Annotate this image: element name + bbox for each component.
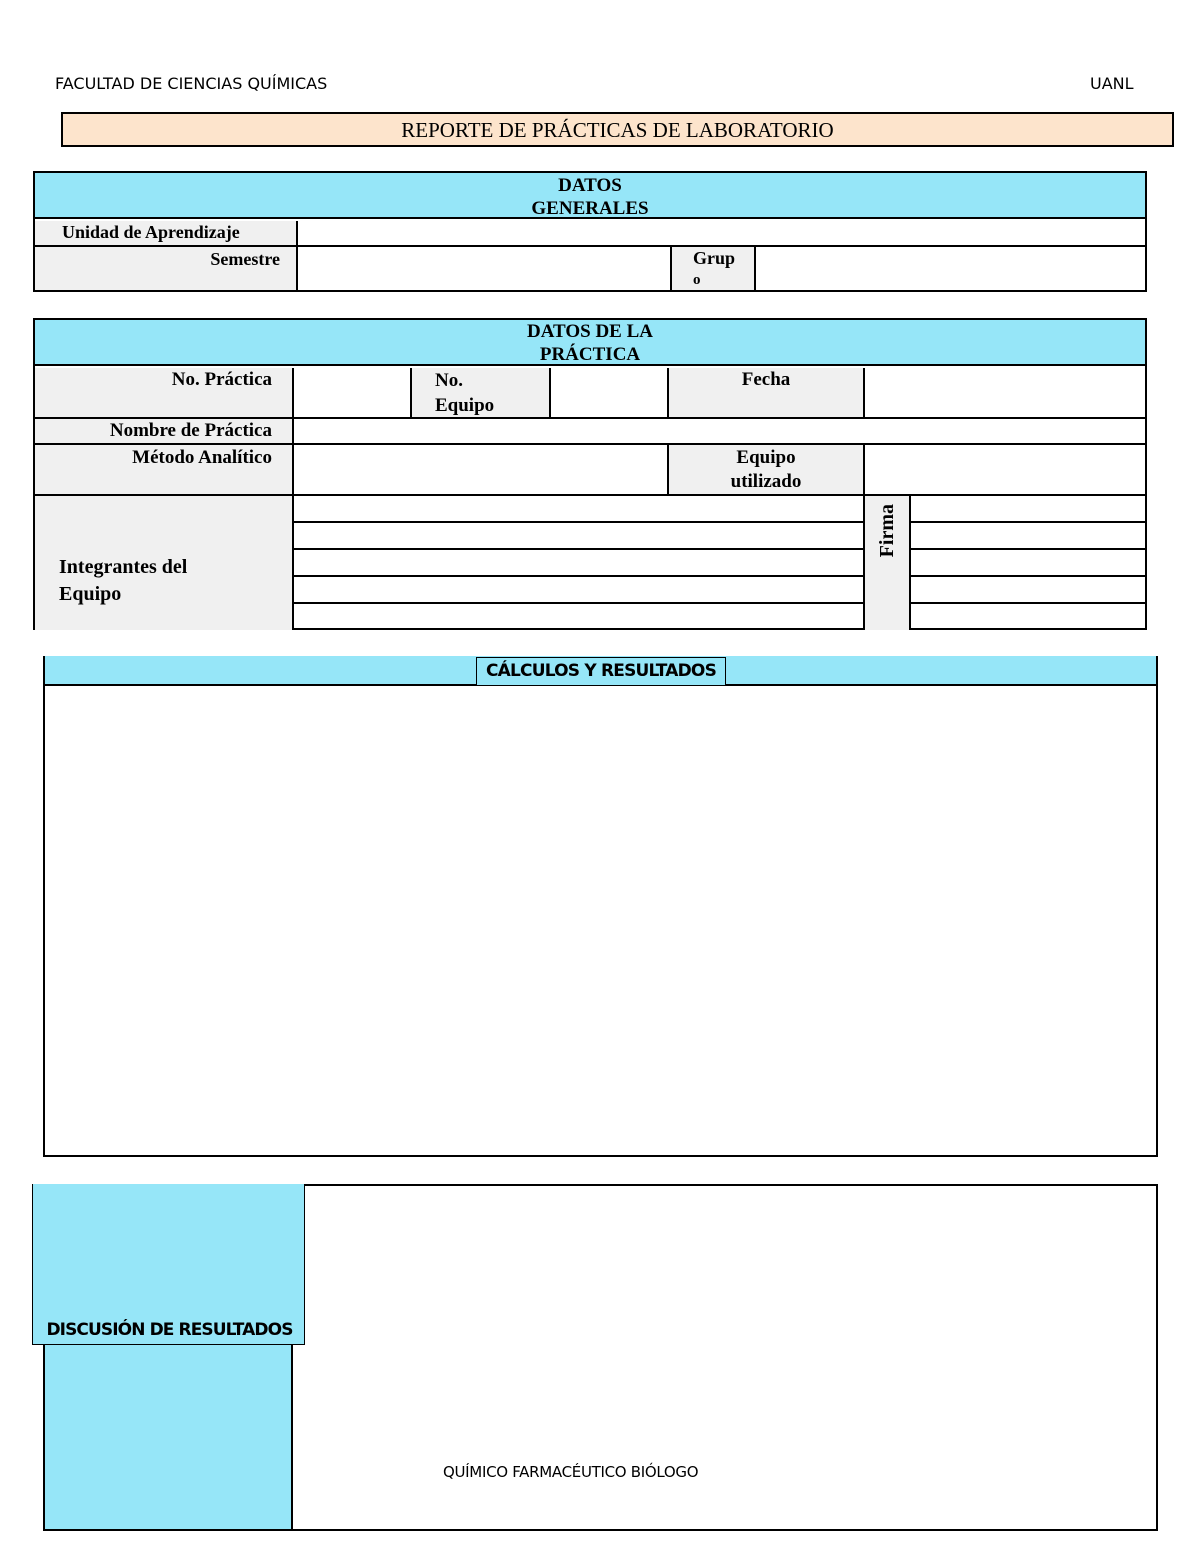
firma-input[interactable]: [911, 550, 1145, 575]
nombre-label-cell: [35, 419, 292, 443]
integrante-name-input[interactable]: [294, 523, 863, 548]
footer-career: QUÍMICO FARMACÉUTICO BIÓLOGO: [443, 1463, 699, 1481]
no-equipo-input[interactable]: [551, 368, 667, 417]
general-data-table: [33, 171, 1147, 292]
discusion-title-box: [32, 1184, 305, 1345]
no-equipo-line2: Equipo: [435, 395, 495, 416]
grupo-input[interactable]: [756, 247, 1145, 290]
calculos-title: CÁLCULOS Y RESULTADOS: [476, 657, 726, 686]
firma-label-cell: [865, 496, 909, 630]
firma-label: Firma: [876, 504, 898, 558]
integrantes-label-cell: [35, 496, 292, 630]
practice-data-table: [33, 318, 1147, 630]
equipo-utilizado-input[interactable]: [865, 445, 1145, 494]
integrante-name-input[interactable]: [294, 604, 863, 630]
no-equipo-line1: No.: [435, 370, 463, 391]
university-name: UANL: [1090, 74, 1134, 93]
fecha-label-cell: [669, 368, 863, 417]
fecha-label: Fecha: [741, 369, 791, 390]
practice-data-title: [35, 320, 1145, 366]
equipo-utilizado-label-cell: [669, 445, 863, 494]
integrante-name-input[interactable]: [294, 550, 863, 575]
no-practica-label: No. Práctica: [171, 369, 272, 390]
practice-title-line1: DATOS DE LA: [527, 321, 653, 342]
fecha-input[interactable]: [865, 368, 1145, 417]
general-title-line1: DATOS: [558, 175, 622, 196]
calculos-section: [43, 656, 1158, 1157]
general-title-line2: GENERALES: [531, 198, 649, 219]
metodo-analitico-label: Método Analítico: [132, 447, 272, 468]
unidad-label: Unidad de Aprendizaje: [62, 222, 240, 242]
integrantes-line2: Equipo: [59, 583, 122, 605]
grupo-label-cell: [672, 247, 754, 290]
integrante-name-input[interactable]: [294, 577, 863, 602]
no-practica-input[interactable]: [294, 368, 410, 417]
no-practica-label-cell: [35, 368, 292, 417]
nombre-practica-input[interactable]: [294, 419, 1145, 443]
grupo-label-line1: Grup: [693, 248, 736, 268]
unidad-label-cell: [35, 221, 296, 245]
semestre-input[interactable]: [298, 247, 670, 290]
no-equipo-label-cell: [412, 368, 549, 417]
nombre-practica-label: Nombre de Práctica: [109, 420, 272, 441]
grupo-label-line2: o: [693, 272, 701, 288]
faculty-name: FACULTAD DE CIENCIAS QUÍMICAS: [55, 74, 328, 93]
semestre-label: Semestre: [210, 249, 280, 269]
calculos-input-area[interactable]: [43, 686, 1158, 1157]
metodo-analitico-input[interactable]: [294, 445, 667, 494]
firma-input[interactable]: [911, 496, 1145, 521]
firma-input[interactable]: [911, 577, 1145, 602]
metodo-label-cell: [35, 445, 292, 494]
discusion-title: DISCUSIÓN DE RESULTADOS: [46, 1320, 293, 1340]
equipo-utilizado-label: [669, 445, 863, 494]
no-equipo-label: [412, 368, 549, 418]
unidad-input[interactable]: [298, 221, 1145, 245]
integrante-name-input[interactable]: [294, 496, 863, 521]
integrantes-line1: Integrantes del: [59, 556, 188, 578]
report-title: REPORTE DE PRÁCTICAS DE LABORATORIO: [61, 112, 1174, 147]
equipo-utilizado-line2: utilizado: [730, 471, 802, 492]
discusion-input-area[interactable]: [295, 1186, 1156, 1529]
equipo-utilizado-line1: Equipo: [736, 447, 796, 468]
grupo-label: [672, 247, 754, 290]
general-data-title: [35, 174, 1145, 220]
firma-input[interactable]: [911, 523, 1145, 548]
practice-data-header: [35, 320, 1145, 366]
integrantes-label: [59, 554, 187, 608]
general-data-header: [35, 173, 1145, 219]
firma-input[interactable]: [911, 604, 1145, 630]
practice-title-line2: PRÁCTICA: [539, 344, 641, 365]
semestre-label-cell: [35, 247, 296, 290]
